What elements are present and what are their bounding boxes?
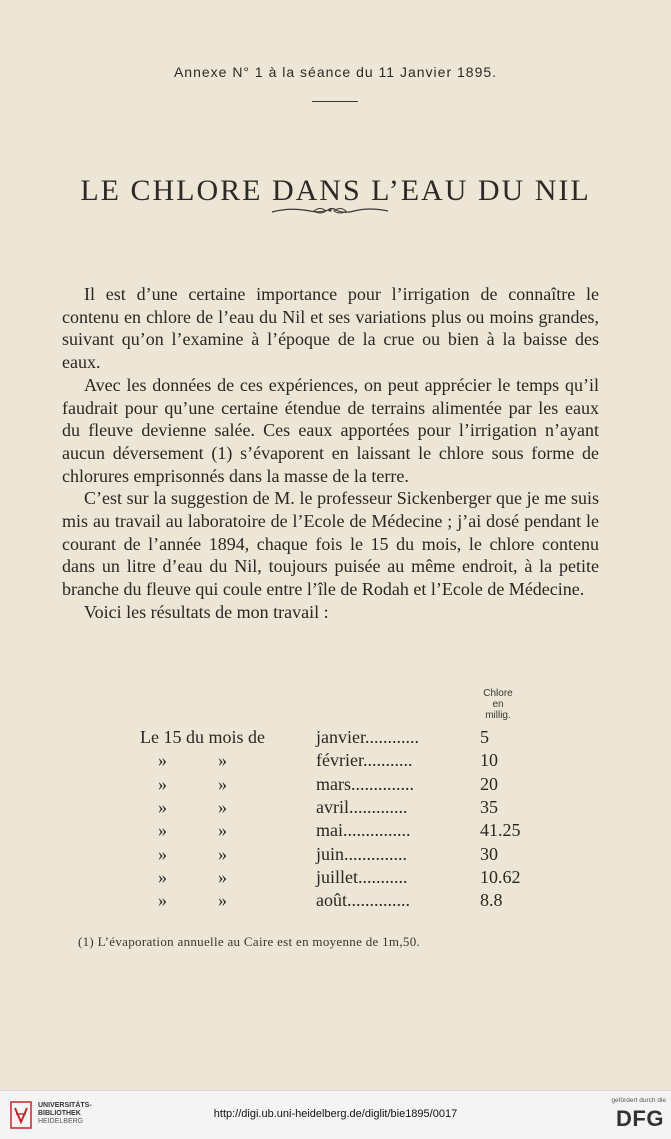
paragraph: Avec les données de ces expériences, on peut apprécier le temps qu’il faudrait pour qu’une certaine étendue de terrains alimentée par les eaux du fleuve devienne salée. Ces eaux apportées pour l’irrigation n’ayant aucun déversement (1) s’évaporent en laissant le chlore sous forme de chlorures emprisonnés dans la masse de la terre. [62,374,599,486]
ditto-mark: » [218,820,227,841]
month-label: août.............. [316,890,410,911]
ditto-mark: » [158,820,167,841]
permalink-url[interactable]: http://digi.ub.uni-heidelberg.de/diglit/bie1895/0017 [213,1108,458,1120]
ditto-mark: » [218,866,227,887]
table-row [140,889,570,912]
funded-by-label: gefördert durch die [611,1097,666,1104]
table-row [140,819,570,842]
table-row [140,866,570,889]
month-label: mai............... [316,820,411,841]
month-label: juillet........... [316,866,408,887]
chlorine-value: 10.62 [480,866,521,887]
month-label: juin.............. [316,843,408,864]
paragraph: C’est sur la suggestion de M. le professeur Sickenberger que je me suis mis au travail au laboratoire de l’Ecole de Médecine ; j’ai dosé pendant le courant de l’année 1894, chaque fois le 15 du mois, le chlore contenu dans un litre d’eau du Nil, toujours puisée au même endroit, à la petite branche du fleuve qui coule entre l’île de Rodah et l’Ecole de Médecine. [62,488,599,600]
chlorine-value: 35 [480,797,498,818]
chlorine-value: 20 [480,773,498,794]
month-label: février........... [316,750,413,771]
body-text [62,283,599,624]
annex-header: Annexe N° 1 à la séance du 11 Janvier 1895. [173,64,498,80]
ditto-mark: » [218,773,227,794]
paragraph: Il est d’une certaine importance pour l’irrigation de connaître le contenu en chlore de l’eau du Nil et ses variations plus ou moins grandes, suivant qu’on l’examine à l’époque de la crue ou bien à la baisse des eaux. [62,284,599,373]
paragraph: Voici les résultats de mon travail : [84,601,329,622]
chlorine-value: 41.25 [480,820,521,841]
ditto-mark: » [218,890,227,911]
chlorine-value: 10 [480,750,498,771]
chlorine-value: 30 [480,843,498,864]
ditto-mark: » [218,797,227,818]
table-row [140,773,570,796]
chlorine-value: 8.8 [480,890,503,911]
chlorine-table [140,726,570,912]
month-label: avril............. [316,797,408,818]
ditto-mark: » [158,843,167,864]
fleuron-ornament-icon [270,204,390,218]
chlorine-value: 5 [480,727,489,748]
month-label: janvier............ [316,727,419,748]
dfg-logo: DFG [616,1106,664,1131]
ditto-mark: » [158,890,167,911]
footer-bar [0,1090,671,1139]
ditto-mark: » [158,797,167,818]
ditto-mark: » [218,843,227,864]
table-row [140,796,570,819]
page-title: LE CHLORE DANS L’EAU DU NIL [80,174,591,208]
row-prefix: Le 15 du mois de [140,727,265,748]
header-rule [312,101,358,102]
table-row [140,842,570,865]
ditto-mark: » [218,750,227,771]
table-row [140,726,570,749]
table-row [140,749,570,772]
ditto-mark: » [158,750,167,771]
footnote: (1) L’évaporation annuelle au Caire est en moyenne de 1m,50. [78,934,421,949]
ditto-mark: » [158,773,167,794]
table-column-header: Chlore en millig. [483,688,513,721]
month-label: mars.............. [316,773,414,794]
library-name: UNIVERSITÄTS- BIBLIOTHEK HEIDELBERG [38,1102,92,1125]
ditto-mark: » [158,866,167,887]
